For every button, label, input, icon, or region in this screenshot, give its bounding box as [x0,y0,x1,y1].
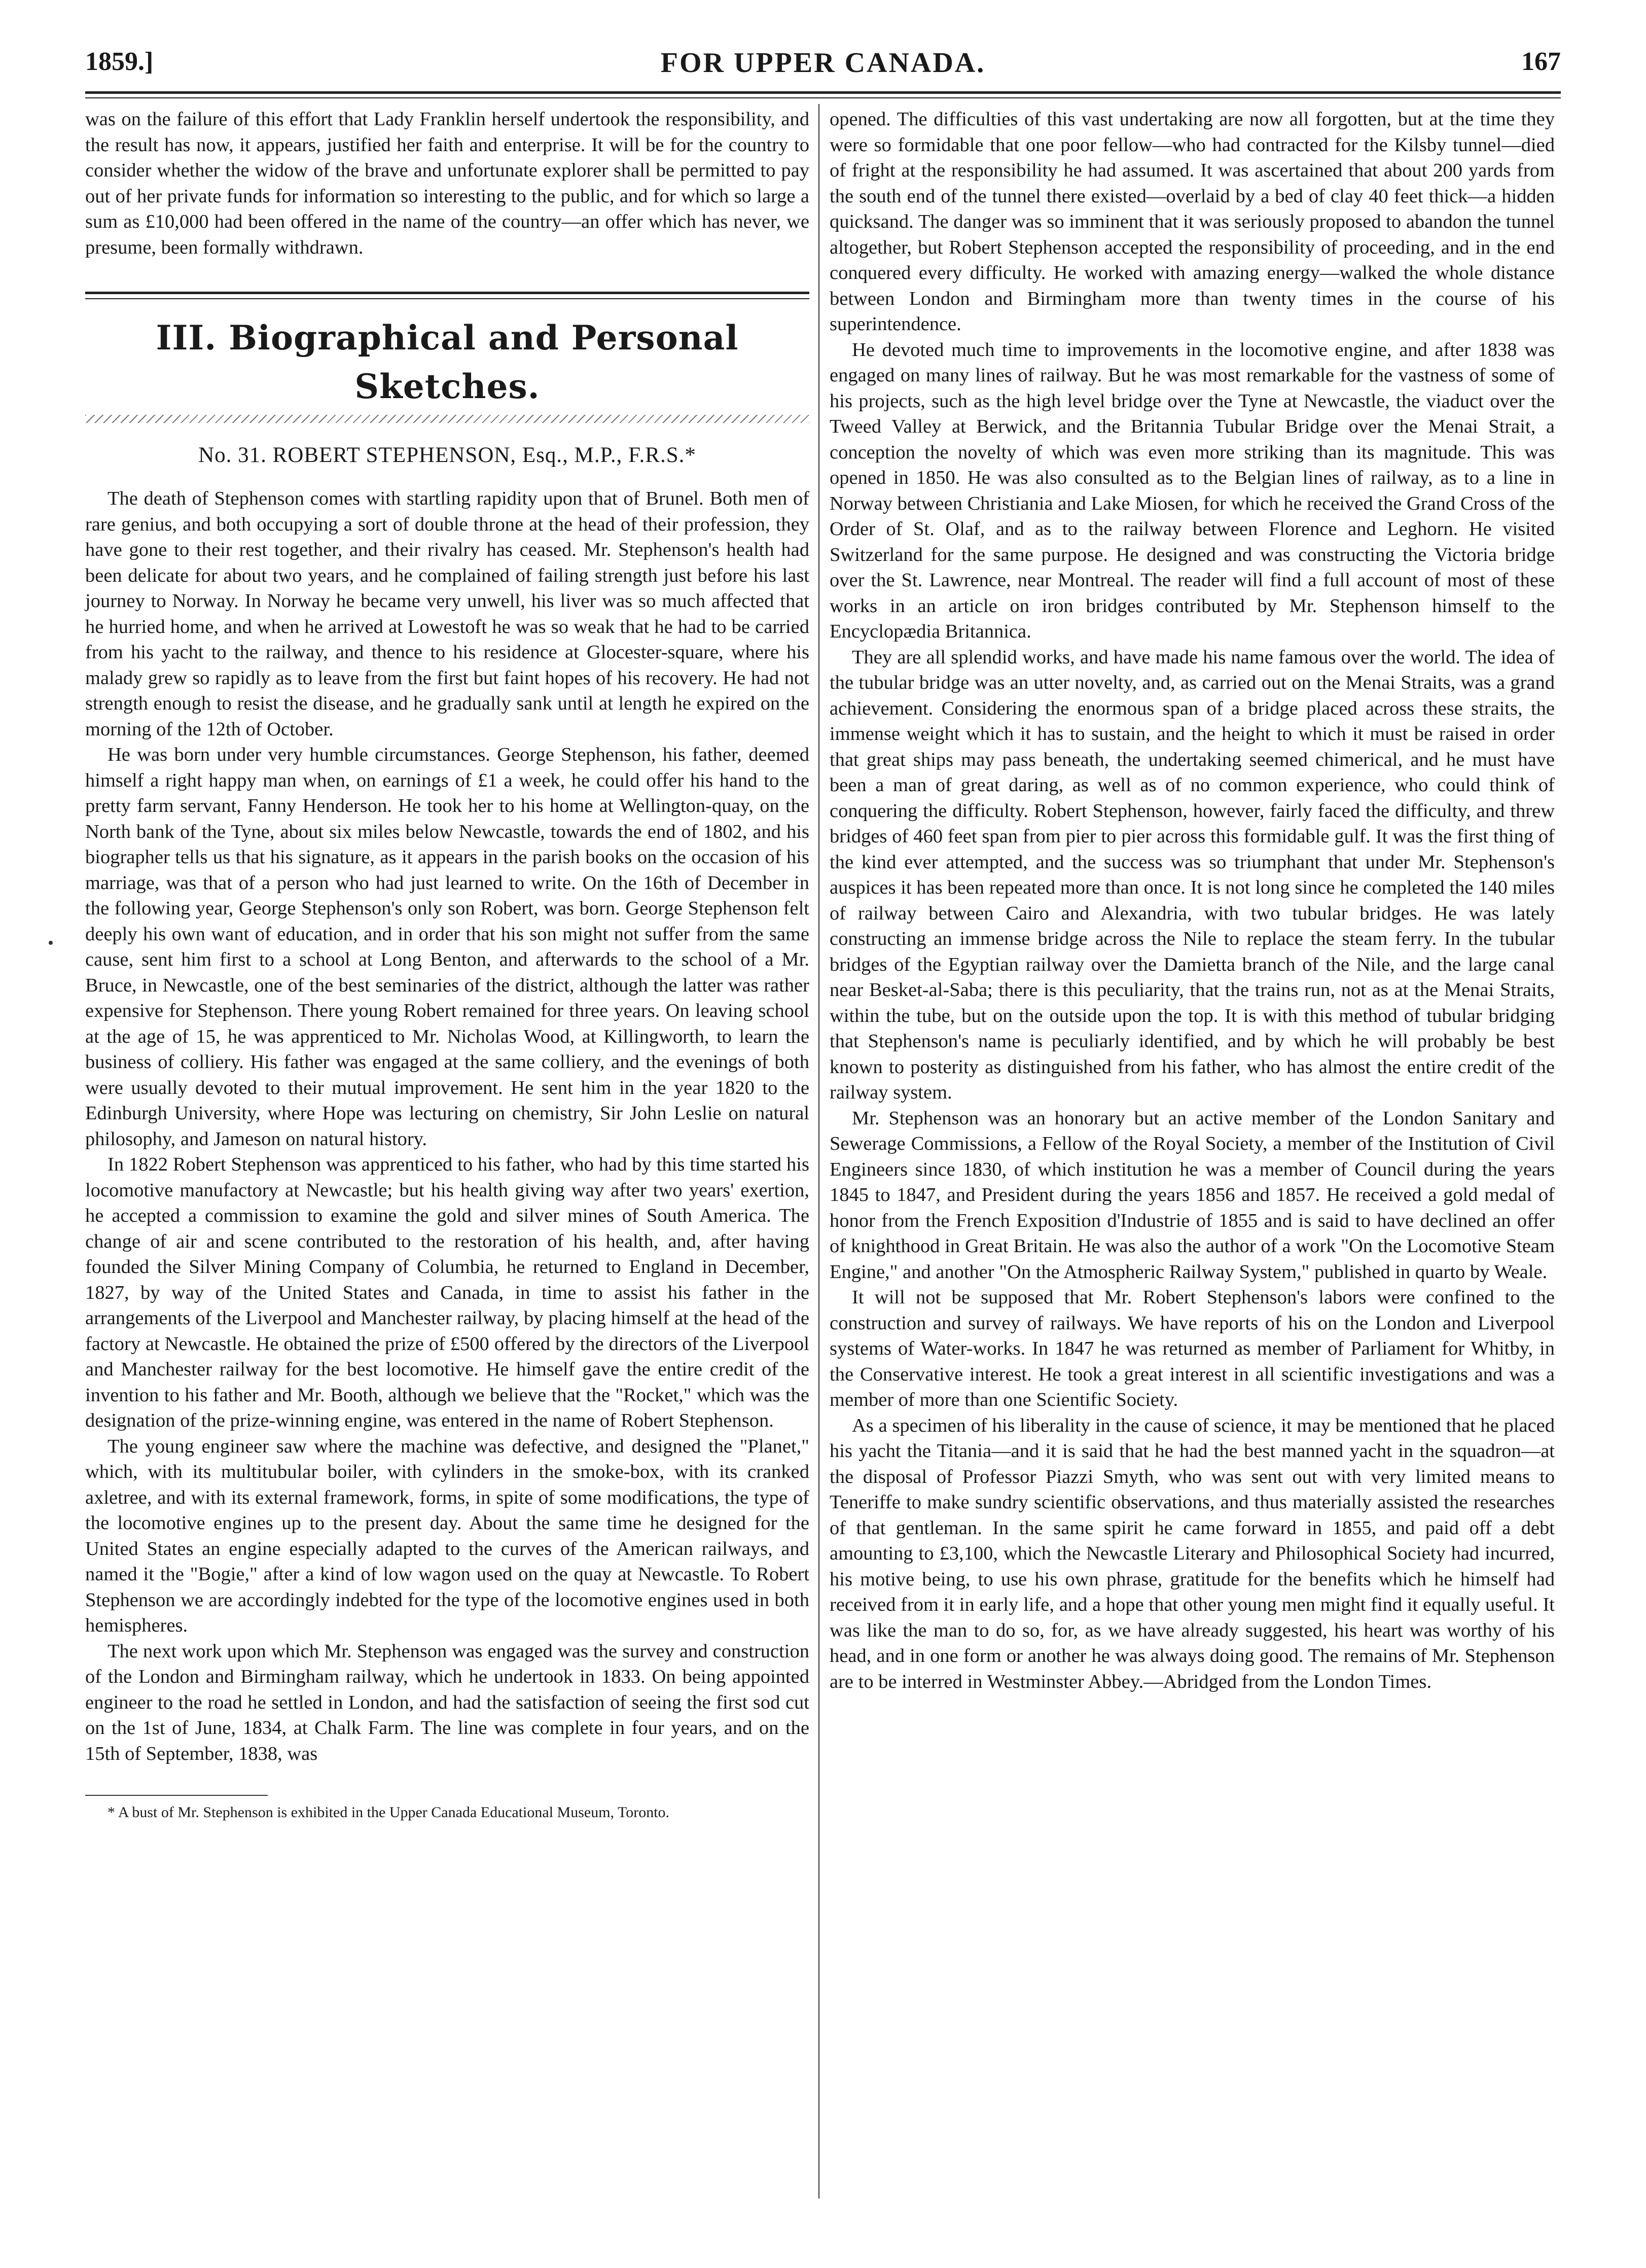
paragraph: It will not be supposed that Mr. Robert Stephenson's labors were confined to the construction and survey of railways. We have reports of his on the London and Liverpool systems of Water-works. In 1847 he was returned as member of Parliament for Whitby, in the Conservative interest. He took a great interest in all scientific investigations and was a member of more than one Scientific Society. [830,1287,1555,1410]
header-rule-thick [85,91,1561,94]
page-number: 167 [1521,47,1561,76]
paragraph: He was born under very humble circumstances. George Stephenson, his father, deemed himself a right happy man when, on earnings of £1 a week, he could offer his hand to the pretty farm servant, Fanny Henderson. He took her to his home at Wellington-quay, on the North bank of the Tyne, about six miles below Newcastle, towards the end of 1802, and his biographer tells us that his signature, as it appears in the parish books on the occasion of his marriage, was that of a person who had just learned to write. On the 16th of December in the following year, George Stephenson's only son Robert, was born. George Stephenson felt deeply his own want of education, and in order that his son might not suffer from the same cause, sent him first to a school at Long Benton, and afterwards to the school of a Mr. Bruce, in Newcastle, one of the best seminaries of the district, although the latter was rather expensive for Stephenson. There young Robert remained for three years. On leaving school at the age of 15, he was apprenticed to Mr. Nicholas Wood, at Killingworth, to learn the business of colliery. His father was engaged at the same colliery, and the evenings of both were usually devoted to their mutual improvement. He sent him in the year 1820 to the Edinburgh University, where Hope was lecturing on chemistry, Sir John Leslie on natural philosophy, and Jameson on natural history. [85,744,809,1150]
ornamental-divider [85,415,809,423]
header-rule-thin [85,97,1561,98]
section-rule-thick [85,292,809,294]
left-column [85,107,809,1822]
paragraph: The young engineer saw where the machine was defective, and designed the "Planet," which, with its multitubular boiler, with cylinders in the smoke-box, with its cranked axletree, and with its external framework, forms, in spite of some modifications, the type of the locomotive engines up to the present day. About the same time he designed for the United States an engine especially adapted to the curves of the American railways, and named it the "Bogie," after a kind of low wagon used on the quay at Newcastle. To Robert Stephenson we are accordingly indebted for the type of the locomotive engines used in both hemispheres. [85,1435,809,1636]
paragraph: opened. The difficulties of this vast undertaking are now all forgotten, but at the time they were so formidable that one poor fellow—who had contracted for the Kilsby tunnel—died of fright at the responsibility he had assumed. It was ascertained that about 200 yards from the south end of the tunnel there existed—overlaid by a bed of clay 40 feet thick—a hidden quicksand. The danger was so imminent that it was seriously proposed to abandon the tunnel altogether, but Robert Stephenson accepted the responsibility of proceeding, and in the end conquered every difficulty. He worked with amazing energy—walked the whole distance between London and Birmingham more than twenty times in the course of his superintendence. [830,109,1555,335]
column-divider [818,104,819,2199]
paragraph: Mr. Stephenson was an honorary but an active member of the London Sanitary and Sewerage Commissions, a Fellow of the Royal Society, a member of the Institution of Civil Engineers since 1830, of which institution he was a member of Council during the years 1845 to 1847, and President during the years 1856 and 1857. He received a gold medal of honor from the French Exposition d'Industrie of 1855 and is said to have declined an offer of knighthood in Great Britain. He was also the author of a work "On the Locomotive Steam Engine," and another "On the Atmospheric Railway System," published in quarto by Weale. [830,1107,1555,1283]
continued-paragraph: was on the failure of this effort that Lady Franklin herself undertook the responsibility, and the result has now, it appears, justified her faith and enterprise. It will be for the country to consider whether the widow of the brave and unfortunate explorer shall be permitted to pay out of her private funds for information so interesting to the public, and for which so large a sum as £10,000 had been offered in the name of the country—an offer which has never, we presume, been formally withdrawn. [85,109,809,258]
paragraph: As a specimen of his liberality in the cause of science, it may be mentioned that he placed his yacht the Titania—and it is said that he had the best manned yacht in the squadron—at the disposal of Professor Piazzi Smyth, who was sent out with very limited means to Teneriffe to make sundry scientific observations, and thus materially assisted the researches of that gentleman. In the same spirit he came forward in 1855, and paid off a debt amounting to £3,100, which the Newcastle Literary and Philosophical Society had incurred, his motive being, to use his own phrase, gratitude for the benefits which he himself had received from it in early life, and a hope that other young men might find it equally useful. It was like the man to do so, for, as we have already suggested, his heart was worthy of his head, and in one form or another he was always doing good. The remains of Mr. Stephenson are to be interred in Westminster Abbey.—Abridged from the London Times. [830,1414,1555,1692]
right-column [830,107,1555,1694]
paragraph: The next work upon which Mr. Stephenson was engaged was the survey and construction of the London and Birmingham railway, which he undertook in 1833. On being appointed engineer to the road he settled in London, and had the satisfaction of seeing the first sod cut on the 1st of June, 1834, at Chalk Farm. The line was complete in four years, and on the 15th of September, 1838, was [85,1640,809,1764]
margin-mark [49,941,53,945]
paragraph: They are all splendid works, and have made his name famous over the world. The idea of the tubular bridge was an utter novelty, and, as carried out on the Menai Straits, was a grand achievement. Considering the enormous span of a bridge placed across these straits, the immense weight which it has to sustain, and the height to which it must be raised in order that great ships may pass beneath, the undertaking seemed chimerical, and he must have been a man of great daring, as well as of no common experience, who could think of conquering the difficulty. Robert Stephenson, however, fairly faced the difficulty, and threw bridges of 460 feet span from pier to pier across this formidable gulf. It was the first thing of the kind ever attempted, and the success was so triumphant that under Mr. Stephenson's auspices it has been repeated more than once. It is not long since he completed the 140 miles of railway between Cairo and Alexandria, with two tubular bridges. He was lately constructing an immense bridge across the Nile to replace the steam ferry. In the tubular bridges of the Egyptian railway over the Damietta branch of the Nile, and the large canal near Besket-al-Saba; there is this peculiarity, that the trains run, not as at the Menai Straits, within the tube, but on the outside upon the top. It is with this method of tubular bridging that Stephenson's name is peculiarly identified, and by which he will probably be best known to posterity as distinguished from his father, who has almost the entire credit of the railway system. [830,646,1555,1103]
section-rule-thin [85,298,809,299]
header-title: FOR UPPER CANADA. [660,47,986,79]
footnote: * A bust of Mr. Stephenson is exhibited in the Upper Canada Educational Museum, Toronto. [108,1804,670,1821]
section-title: III. Biographical and Personal Sketches. [156,318,739,406]
header-year: 1859.] [85,47,154,76]
footnote-rule [85,1795,268,1796]
article-heading: No. 31. ROBERT STEPHENSON, Esq., M.P., F.R.S.* [198,443,696,467]
paragraph: He devoted much time to improvements in the locomotive engine, and after 1838 was engaged on many lines of railway. But he was most remarkable for the vastness of some of his projects, such as the high level bridge over the Tyne at Newcastle, the viaduct over the Tweed Valley at Berwick, and the Britannia Tubular Bridge over the Menai Strait, a conception the novelty of which was even more striking than its magnitude. This was opened in 1850. He was also consulted as to the Belgian lines of railway, as to a line in Norway between Christiania and Lake Miosen, for which he received the Grand Cross of the Order of St. Olaf, and as to the railway between Florence and Leghorn. He visited Switzerland for the same purpose. He designed and was constructing the Victoria bridge over the St. Lawrence, near Montreal. The reader will find a full account of most of these works in an article on iron bridges contributed by Mr. Stephenson himself to the Encyclopædia Britannica. [830,339,1555,642]
paragraph: The death of Stephenson comes with startling rapidity upon that of Brunel. Both men of rare genius, and both occupying a sort of double throne at the head of their profession, they have gone to their rest together, and their rivalry has ceased. Mr. Stephenson's health had been delicate for about two years, and he complained of failing strength just before his last journey to Norway. In Norway he became very unwell, his liver was so much affected that he hurried home, and when he arrived at Lowestoft he was so weak that he had to be carried from his yacht to the railway, and thence to his residence at Glocester-square, where his malady grew so rapidly as to leave from the first but faint hopes of his recovery. He had not strength enough to resist the disease, and he gradually sank until at length he expired on the morning of the 12th of October. [85,488,809,740]
paragraph: In 1822 Robert Stephenson was apprenticed to his father, who had by this time started his locomotive manufactory at Newcastle; but his health giving way after two years' exertion, he accepted a commission to examine the gold and silver mines of South America. The change of air and scene contributed to the restoration of his health, and, after having founded the Silver Mining Company of Columbia, he returned to England in December, 1827, by way of the United States and Canada, in time to assist his father in the arrangements of the Liverpool and Manchester railway, by placing himself at the head of the factory at Newcastle. He obtained the prize of £500 offered by the directors of the Liverpool and Manchester railway for the best locomotive. He himself gave the entire credit of the invention to his father and Mr. Booth, although we believe that the "Rocket," which was the designation of the prize-winning engine, was entered in the name of Robert Stephenson. [85,1154,809,1431]
running-head [85,47,1561,87]
